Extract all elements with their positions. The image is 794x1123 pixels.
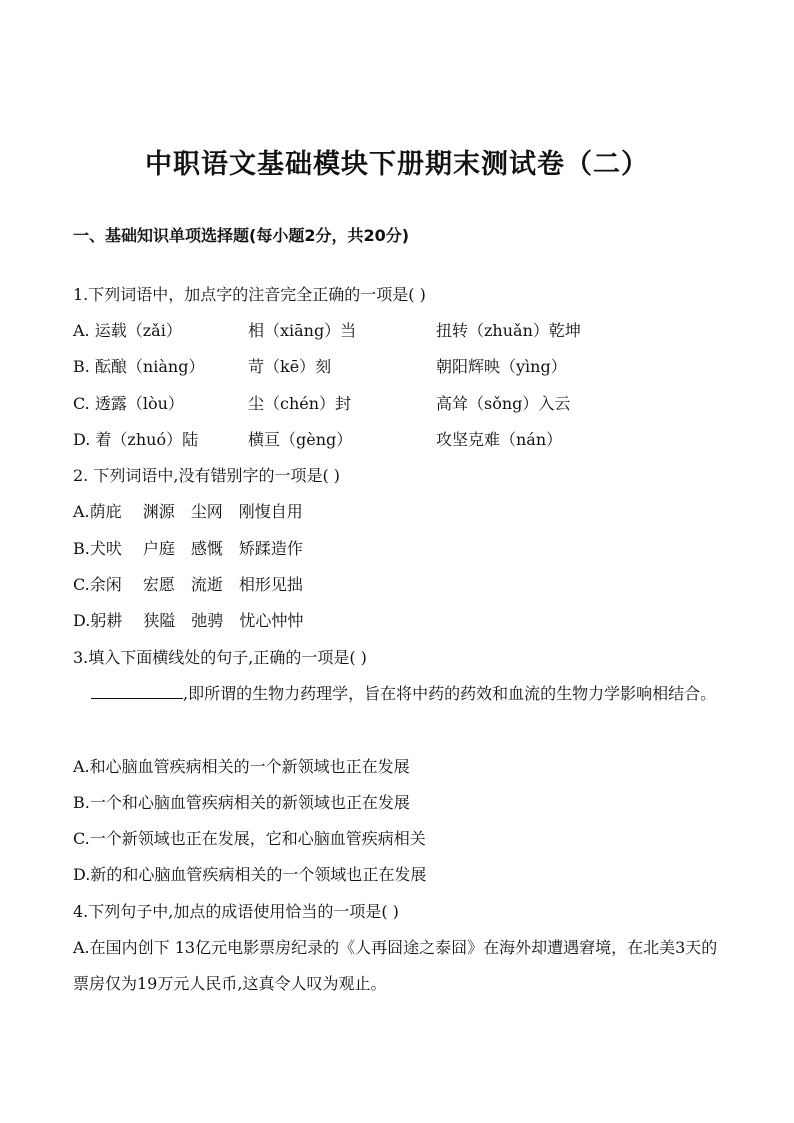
question-2-option-c: C.余闲 宏愿 流逝 相形见拙 — [73, 575, 303, 594]
option-cell: 横亘（gèng） — [248, 430, 353, 449]
section-heading: 一、基础知识单项选择题(每小题2分，共20分) — [73, 226, 410, 245]
option-cell: A. 运载（zǎi） — [73, 321, 182, 340]
question-3-option-c: C.一个新领域也正在发展，它和心脑血管疾病相关 — [73, 829, 426, 848]
question-2-stem: 2. 下列词语中,没有错别字的一项是( ) — [73, 466, 341, 485]
question-1-option-b — [73, 357, 753, 377]
question-4-stem: 4.下列句子中,加点的成语使用恰当的一项是( ) — [73, 902, 399, 921]
question-3-passage — [73, 676, 733, 712]
option-cell: 苛（kē）刻 — [248, 357, 332, 376]
option-cell: 朝阳辉映（yìng） — [436, 357, 567, 376]
option-cell: B. 酝酿（niàng） — [73, 357, 205, 376]
question-3-stem: 3.填入下面横线处的句子,正确的一项是( ) — [73, 648, 367, 667]
question-1-stem: 1.下列词语中，加点字的注音完全正确的一项是( ) — [73, 285, 426, 304]
option-cell: 高耸（sǒng）入云 — [436, 394, 571, 413]
page-title: 中职语文基础模块下册期末测试卷（二） — [145, 149, 649, 180]
option-cell: 扭转（zhuǎn）乾坤 — [436, 321, 581, 340]
option-cell: 攻坚克难（nán） — [436, 430, 563, 449]
option-cell: D. 着（zhuó）陆 — [73, 430, 199, 449]
passage-text: ,即所谓的生物力药理学，旨在将中药的药效和血流的生物力学影响相结合。 — [183, 684, 717, 703]
option-cell: 相（xiāng）当 — [248, 321, 357, 340]
question-4-option-a: A.在国内创下 13亿元电影票房纪录的《人再囧途之泰囧》在海外却遭遇窘境，在北美3天的票房仅为19万元人民币,这真令人叹为观止。 — [73, 938, 718, 993]
question-2-option-d: D.躬耕 狭隘 弛骋 忧心忡忡 — [73, 611, 304, 630]
question-3-option-b: B.一个和心脑血管疾病相关的新领域也正在发展 — [73, 793, 410, 812]
question-1-option-a — [73, 321, 753, 341]
question-3-option-a: A.和心脑血管疾病相关的一个新领域也正在发展 — [73, 757, 410, 776]
question-1-option-c — [73, 394, 753, 414]
question-2-option-a: A.荫庇 渊源 尘网 刚愎自用 — [73, 502, 303, 521]
fill-in-blank — [91, 682, 183, 699]
option-cell: 尘（chén）封 — [248, 394, 352, 413]
option-cell: C. 透露（lòu） — [73, 394, 184, 413]
question-3-option-d: D.新的和心脑血管疾病相关的一个领域也正在发展 — [73, 865, 427, 884]
question-1-option-d — [73, 430, 753, 450]
question-2-option-b: B.犬吠 户庭 感慨 矫蹂造作 — [73, 539, 303, 558]
